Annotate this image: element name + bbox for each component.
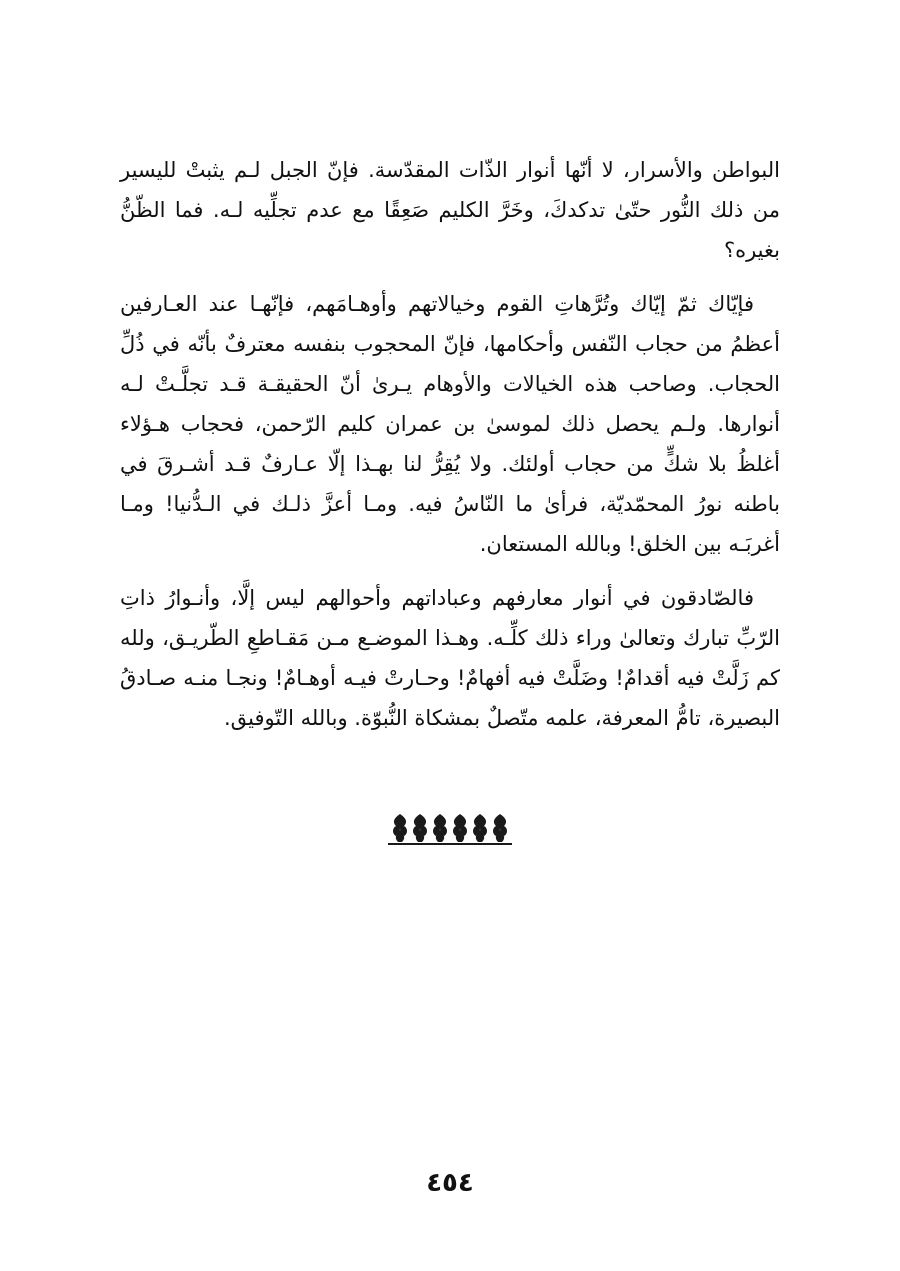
page-body-text <box>120 150 780 752</box>
page-number: ٤٥٤ <box>426 1168 474 1198</box>
paragraph-1: البواطن والأسرار، لا أنّها أنوار الذّات المقدّسة. فإنّ الجبل لـم يثبتْ لليسير من ذلك النُّور حتّىٰ تدكدكَ، وخَرَّ الكليم صَعِقًا مع عدم تجلِّيه لـه. فما الظّنُّ بغيره؟ <box>120 158 780 262</box>
arabesque-divider-icon <box>386 812 514 846</box>
paragraph-3: فالصّادقون في أنوار معارفهم وعباداتهم وأحوالهم ليس إلَّا، وأنـوارُ ذاتِ الرّبِّ تبارك وتعالىٰ وراء ذلك كلِّـه. وهـذا الموضـع مـن مَقـاطعِ الطّريـق، ولله كم زَلَّتْ فيه أقدامٌ! وضَلَّتْ فيه أفهامٌ! وحـارتْ فيـه أوهـامٌ! ونجـا منـه صـادقُ البصيرة، تامُّ المعرفة، علمه متّصلٌ بمشكاة النُّبوّة. وبالله التّوفيق. <box>120 586 780 730</box>
paragraph-2: فإيّاك ثمّ إيّاك وتُرَّهاتِ القوم وخيالاتهم وأوهـامَهم، فإنّهـا عند العـارفين أعظمُ من حجاب النّفس وأحكامها، فإنّ المحجوب بنفسه معترفٌ بأنّه في ذُلِّ الحجاب. وصاحب هذه الخيالات والأوهام يـرىٰ أنّ الحقيقـة قـد تجلَّـتْ لـه أنوارها. ولـم يحصل ذلك لموسىٰ بن عمران كليم الرّحمن، فحجاب هـؤلاء أغلظُ بلا شكٍّ من حجاب أولئك. ولا يُقِرُّ لنا بهـذا إلّا عـارفٌ قـد أشـرقَ في باطنه نورُ المحمّديّة، فرأىٰ ما النّاسُ فيه. ومـا أعزَّ ذلـك في الـدُّنيا! ومـا أغربَـه بين الخلق! وبالله المستعان. <box>120 292 780 556</box>
